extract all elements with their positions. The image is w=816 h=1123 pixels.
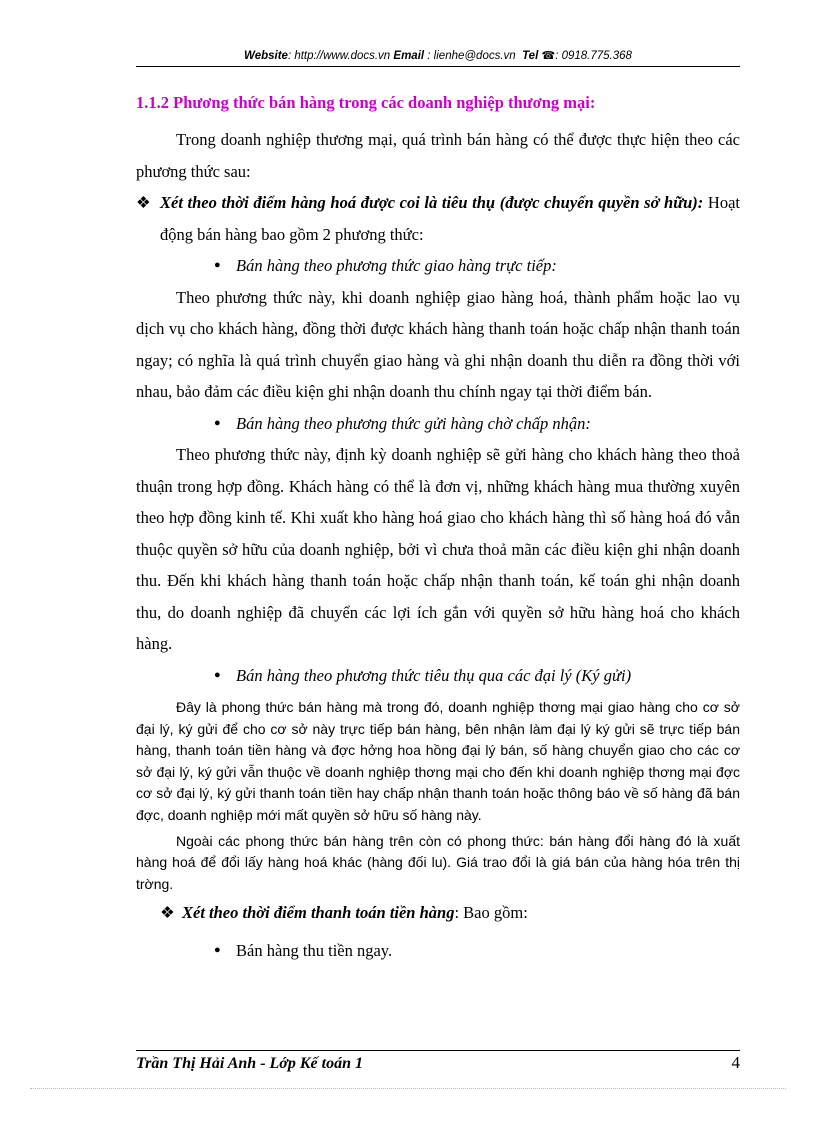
bullet-item-1	[136, 250, 740, 282]
bullet-dot-icon: ●	[214, 259, 221, 271]
paragraph-barter: Ngoài các phong thức bán hàng trên còn có phong thức: bán hàng đổi hàng đó là xuất hàng hoá để đổi lấy hàng hoá khác (hàng đối lu). Giá trao đổi là giá bán của hàng hóa trên thị trờng.	[136, 832, 740, 892]
paragraph-consignment: Theo phương thức này, định kỳ doanh nghiệp sẽ gửi hàng cho khách hàng theo thoả thuận trong hợp đồng. Khách hàng có thể là đơn vị, những khách hàng mua thường xuyên theo hợp đồng kinh tế. Khi xuất kho hàng hoá giao cho khách hàng thì số hàng hoá đó vẫn thuộc quyền sở hữu của doanh nghiệp, bởi vì chưa thoả mãn các điều kiện ghi nhận doanh thu. Đến khi khách hàng thanh toán hoặc chấp nhận thanh toán, kế toán ghi nhận doanh thu, do doanh nghiệp đã chuyển các lợi ích gắn với quyền sở hữu hàng hoá cho khách hàng.	[136, 445, 740, 653]
bullet-dot-icon: ●	[214, 943, 221, 956]
email-label: Email	[393, 50, 425, 62]
bullet-dot-icon: ●	[214, 668, 221, 681]
bullet-item-4-text: Bán hàng thu tiền ngay.	[236, 940, 393, 960]
criterion-1	[136, 187, 740, 250]
document-body	[136, 88, 740, 966]
phone-icon: ☎	[541, 50, 556, 62]
criterion-2-rest: : Bao gồm:	[454, 903, 528, 923]
criterion-1-rest: Hoạt động bán hàng bao gồm 2 phương thức:	[160, 193, 740, 244]
section-heading: 1.1.2 Phương thức bán hàng trong các doanh nghiệp thương mại:	[136, 93, 596, 112]
page-footer	[136, 1050, 740, 1077]
bullet-dot-icon: ●	[214, 416, 221, 429]
bullet-item-2-text: Bán hàng theo phương thức gửi hàng chờ chấp nhận:	[236, 413, 591, 433]
website-label: Website	[244, 50, 288, 62]
criterion-2	[136, 897, 740, 929]
paragraph-agency: Đây là phong thức bán hàng mà trong đó, doanh nghiệp thơng mại giao hàng cho cơ sở đại lý, ký gửi để cho cơ sở này trực tiếp bán hàng, bên nhận làm đại lý ký gửi sẽ trực tiếp bán hàng, thanh toán tiền hàng và đợc hởng hoa hồng đại lý bán, số hàng chuyển giao cho các cơ sở đại lý, ký gửi vẫn thuộc về doanh nghiệp thơng mại cho đến khi doanh nghiệp thơng mại đợc cơ sở đại lý, ký gửi thanh toán tiền hay chấp nhận thanh toán hoặc thông báo về số hàng đã bán đợc, doanh nghiệp mới mất quyền sở hữu số hàng này.	[136, 699, 740, 823]
bullet-item-1-text: Bán hàng theo phương thức giao hàng trực tiếp:	[236, 256, 557, 275]
criterion-1-title: Xét theo thời điểm hàng hoá được coi là tiêu thụ (được chuyển quyền sở hữu):	[160, 193, 704, 212]
bullet-item-3-text: Bán hàng theo phương thức tiêu thụ qua các đại lý (Ký gửi)	[236, 665, 632, 685]
bullet-item-3	[136, 660, 740, 692]
website-value[interactable]: : http://www.docs.vn	[287, 50, 391, 62]
page-bottom-divider	[30, 1088, 786, 1089]
intro-paragraph: Trong doanh nghiệp thương mại, quá trình bán hàng có thể được thực hiện theo các phương thức sau:	[136, 130, 740, 181]
paragraph-direct-sale: Theo phương thức này, khi doanh nghiệp giao hàng hoá, thành phẩm hoặc lao vụ dịch vụ cho khách hàng, đồng thời được khách hàng thanh toán hoặc chấp nhận thanh toán ngay; có nghĩa là quá trình chuyển giao hàng và ghi nhận doanh thu diễn ra đồng thời với nhau, bảo đảm các điều kiện ghi nhận doanh thu chính ngay tại thời điểm bán.	[136, 287, 740, 401]
email-value[interactable]: : lienhe@docs.vn	[427, 50, 516, 62]
page-header	[136, 46, 740, 67]
footer-author: Trần Thị Hải Anh - Lớp Kế toán 1	[136, 1055, 363, 1072]
tel-label: Tel	[522, 50, 539, 62]
page-number: 4	[731, 1053, 740, 1072]
diamond-bullet-icon: ❖	[136, 193, 151, 212]
tel-value: : 0918.775.368	[555, 50, 632, 62]
bullet-item-2	[136, 408, 740, 440]
bullet-item-4	[136, 935, 740, 967]
diamond-bullet-icon: ❖	[160, 903, 175, 923]
criterion-2-title: Xét theo thời điểm thanh toán tiền hàng	[182, 903, 455, 923]
